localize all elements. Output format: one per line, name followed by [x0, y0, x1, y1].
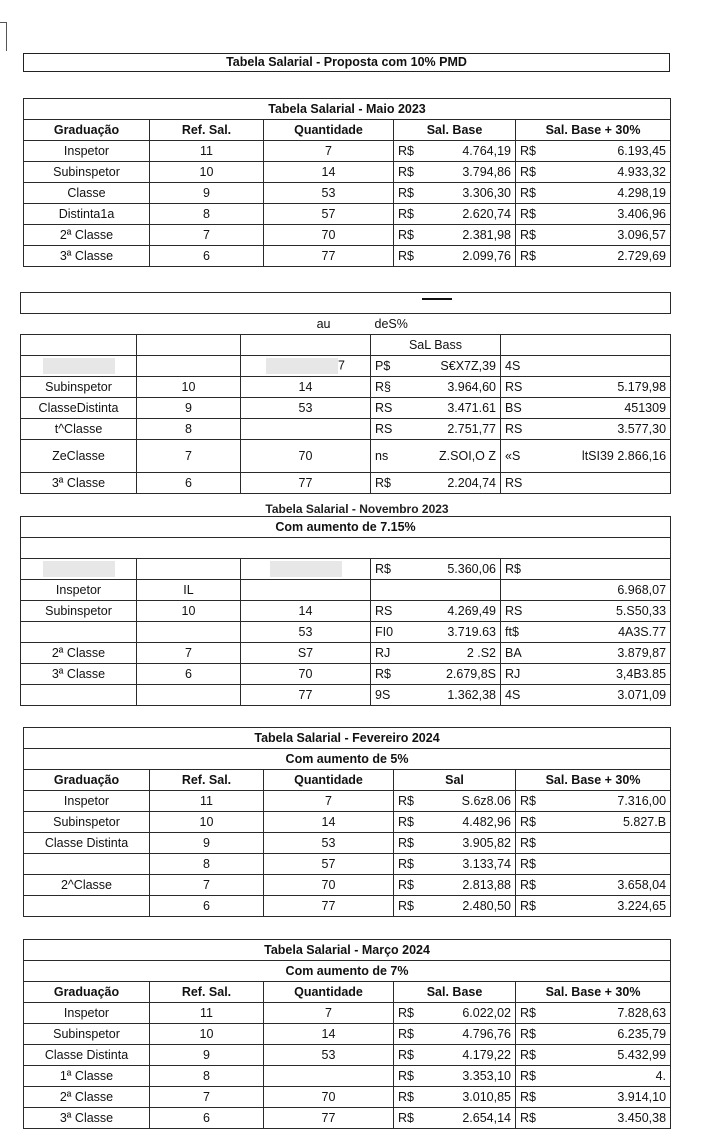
ref-sal-cell: 7 — [137, 643, 241, 664]
ref-sal-cell: 11 — [150, 791, 264, 812]
ref-sal-cell: 7 — [150, 225, 264, 246]
ref-sal-cell — [137, 356, 241, 377]
currency-cell: RJ — [371, 643, 403, 664]
ref-sal-cell: 9 — [137, 398, 241, 419]
currency-cell: R$ — [371, 559, 403, 580]
quantidade-cell: 14 — [264, 1024, 394, 1045]
quantidade-cell: 57 — [264, 204, 394, 225]
table-row — [24, 204, 671, 225]
sal-base-cell: 2.679,8S — [403, 664, 501, 685]
currency-cell: R$ — [516, 812, 546, 833]
table-subtitle: Com aumento de 7.15% — [21, 517, 671, 538]
graduacao-cell: Inspetor — [24, 1003, 150, 1024]
sal-base-cell: 2 .S2 — [403, 643, 501, 664]
column-header: SaL Bass — [371, 335, 501, 356]
graduacao-cell: Subinspetor — [24, 162, 150, 183]
sal-base-30-cell: 5.432,99 — [546, 1045, 671, 1066]
currency-cell: RS — [371, 601, 403, 622]
ref-sal-cell: IL — [137, 580, 241, 601]
sal-base-cell: Z.SOI,O Z — [403, 440, 501, 473]
salary-table-feb-2024 — [23, 727, 671, 917]
graduacao-cell: 2ª Classe — [24, 225, 150, 246]
table-row — [21, 473, 671, 494]
table-row — [21, 580, 671, 601]
salary-table-nov-2023 — [20, 516, 671, 706]
graduacao-cell: 1ª Classe — [24, 1066, 150, 1087]
column-header: Ref. Sal. — [150, 770, 264, 791]
quantidade-cell: 77 — [241, 685, 371, 706]
currency-cell: R$ — [516, 896, 546, 917]
currency-cell: R$ — [516, 1003, 546, 1024]
table-subtitle: Com aumento de 5% — [24, 749, 671, 770]
column-header: Graduação — [24, 120, 150, 141]
sal-base-cell: 3.905,82 — [426, 833, 516, 854]
currency-cell: R$ — [516, 141, 546, 162]
currency-cell: R$ — [516, 833, 546, 854]
quantidade-cell: 57 — [264, 854, 394, 875]
quantidade-cell — [241, 559, 371, 580]
currency-cell: R$ — [394, 162, 426, 183]
graduacao-cell: Inspetor — [21, 580, 137, 601]
currency-cell: R$ — [394, 1024, 426, 1045]
sal-base-cell: 1.362,38 — [403, 685, 501, 706]
quantidade-cell: 7 — [264, 791, 394, 812]
ref-sal-cell: 8 — [150, 854, 264, 875]
currency-cell: R$ — [394, 812, 426, 833]
graduacao-cell: Classe Distinta — [24, 1045, 150, 1066]
quantidade-cell: 77 — [264, 896, 394, 917]
table-row — [24, 896, 671, 917]
column-header: Quantidade — [264, 982, 394, 1003]
quantidade-cell: 7 — [264, 141, 394, 162]
quantidade-cell: 70 — [264, 1087, 394, 1108]
graduacao-cell: Subinspetor — [24, 812, 150, 833]
quantidade-cell: 70 — [264, 225, 394, 246]
column-header: Ref. Sal. — [150, 120, 264, 141]
ref-sal-cell — [137, 685, 241, 706]
table-caption: Tabela Salarial - Novembro 2023 — [265, 502, 449, 516]
sal-base-cell: 3.471.61 — [403, 398, 501, 419]
quantidade-cell: 53 — [241, 622, 371, 643]
sal-base-30-cell: 5.179,98 — [531, 377, 671, 398]
quantidade-cell: 14 — [264, 812, 394, 833]
currency-cell: R$ — [516, 225, 546, 246]
sal-base-cell: 2.099,76 — [426, 246, 516, 267]
quantidade-cell: 77 — [264, 246, 394, 267]
graduacao-cell: Inspetor — [24, 141, 150, 162]
table-row — [24, 1045, 671, 1066]
ref-sal-cell: 8 — [150, 204, 264, 225]
table-row — [21, 622, 671, 643]
salary-table-mar-2024 — [23, 939, 671, 1129]
graduacao-cell: Subinspetor — [21, 377, 137, 398]
table-row — [21, 685, 671, 706]
graduacao-cell — [21, 685, 137, 706]
sal-base-30-cell: 6.968,07 — [531, 580, 671, 601]
ref-sal-cell: 10 — [150, 1024, 264, 1045]
sal-base-30-cell: 4A3S.77 — [531, 622, 671, 643]
ref-sal-cell: 6 — [150, 896, 264, 917]
table-row — [21, 419, 671, 440]
quantidade-cell: 53 — [264, 183, 394, 204]
graduacao-cell: 3ª Classe — [24, 246, 150, 267]
currency-cell: R$ — [516, 1024, 546, 1045]
quantidade-cell — [241, 419, 371, 440]
quantidade-cell — [264, 1066, 394, 1087]
table-row — [24, 183, 671, 204]
quantidade-cell: 77 — [264, 1108, 394, 1129]
sal-base-30-cell: 3.450,38 — [546, 1108, 671, 1129]
ref-sal-cell: 7 — [150, 875, 264, 896]
column-header: Sal. Base + 30% — [516, 982, 671, 1003]
currency-cell: BA — [501, 643, 531, 664]
currency-cell — [501, 580, 531, 601]
sal-base-30-cell — [531, 473, 671, 494]
table-subtitle: Com aumento de 7% — [24, 961, 671, 982]
currency-cell: RS — [371, 419, 403, 440]
graduacao-cell: Distinta1a — [24, 204, 150, 225]
sal-base-cell: 3.306,30 — [426, 183, 516, 204]
sal-base-30-cell: 5.S50,33 — [531, 601, 671, 622]
column-header: Sal. Base + 30% — [516, 120, 671, 141]
sal-base-30-cell: 3.658,04 — [546, 875, 671, 896]
table-title: Tabela Salarial - Março 2024 — [24, 940, 671, 961]
quantidade-cell: 14 — [264, 162, 394, 183]
ref-sal-cell: 8 — [137, 419, 241, 440]
currency-cell: R$ — [516, 1087, 546, 1108]
currency-cell: R$ — [516, 246, 546, 267]
currency-cell: RS — [501, 419, 531, 440]
sal-base-cell: 3.010,85 — [426, 1087, 516, 1108]
sal-base-cell: 4.482,96 — [426, 812, 516, 833]
redacted-block — [43, 358, 115, 374]
currency-cell: RJ — [501, 664, 531, 685]
table-row — [24, 1087, 671, 1108]
ref-sal-cell: 10 — [150, 162, 264, 183]
column-header: Sal. Base — [394, 982, 516, 1003]
table-row — [24, 812, 671, 833]
graduacao-cell — [21, 356, 137, 377]
quantidade-cell: S7 — [241, 643, 371, 664]
main-title: Tabela Salarial - Proposta com 10% PMD — [23, 53, 670, 72]
currency-cell: ns — [371, 440, 403, 473]
currency-cell: 4S — [501, 356, 531, 377]
table-row — [24, 246, 671, 267]
sal-base-30-cell — [546, 854, 671, 875]
currency-cell: R§ — [371, 377, 403, 398]
currency-cell: R$ — [394, 246, 426, 267]
sal-base-cell: 2.654,14 — [426, 1108, 516, 1129]
sal-base-30-cell — [531, 356, 671, 377]
currency-cell: «S — [501, 440, 531, 473]
currency-cell: R$ — [516, 162, 546, 183]
sal-base-30-cell: 451309 — [531, 398, 671, 419]
quantidade-cell: 53 — [264, 1045, 394, 1066]
graduacao-cell — [24, 896, 150, 917]
graduacao-cell: ZeClasse — [21, 440, 137, 473]
sal-base-cell: 3.353,10 — [426, 1066, 516, 1087]
table-row — [21, 601, 671, 622]
currency-cell: R$ — [516, 854, 546, 875]
sal-base-30-cell: ltSI39 2.866,16 — [531, 440, 671, 473]
blank-header-row — [21, 538, 671, 559]
currency-cell: R$ — [394, 141, 426, 162]
table-row — [21, 559, 671, 580]
currency-cell: R$ — [394, 225, 426, 246]
ref-sal-cell: 6 — [137, 664, 241, 685]
sal-base-30-cell: 7.316,00 — [546, 791, 671, 812]
column-header: Sal — [394, 770, 516, 791]
currency-cell: R$ — [394, 1066, 426, 1087]
sal-base-30-cell: 7.828,63 — [546, 1003, 671, 1024]
ref-sal-cell: 6 — [150, 246, 264, 267]
quantidade-cell: 70 — [264, 875, 394, 896]
ref-sal-cell — [137, 622, 241, 643]
table-row — [21, 377, 671, 398]
table-row — [24, 1066, 671, 1087]
sal-base-cell: 3.794,86 — [426, 162, 516, 183]
graduacao-cell — [21, 622, 137, 643]
sal-base-30-cell: 6.235,79 — [546, 1024, 671, 1045]
header-fragment: deS% — [374, 317, 408, 331]
quantidade-cell — [241, 580, 371, 601]
table-row — [24, 1024, 671, 1045]
sal-base-30-cell: 3.406,96 — [546, 204, 671, 225]
currency-cell: R$ — [394, 1087, 426, 1108]
redacted-block — [43, 561, 115, 577]
currency-cell: FI0 — [371, 622, 403, 643]
sal-base-cell: 3.964,60 — [403, 377, 501, 398]
ref-sal-cell: 6 — [137, 473, 241, 494]
graduacao-cell: Subinspetor — [24, 1024, 150, 1045]
column-header: Ref. Sal. — [150, 982, 264, 1003]
graduacao-cell: 2^Classe — [24, 875, 150, 896]
graduacao-cell: Inspetor — [24, 791, 150, 812]
table-row — [21, 398, 671, 419]
currency-cell — [371, 580, 403, 601]
table-row — [24, 1108, 671, 1129]
currency-cell: R$ — [394, 875, 426, 896]
currency-cell: R$ — [394, 833, 426, 854]
currency-cell: R$ — [394, 1045, 426, 1066]
ref-sal-cell — [137, 559, 241, 580]
sal-base-cell: 4.764,19 — [426, 141, 516, 162]
table-row — [24, 854, 671, 875]
sal-base-cell: S.6z8.06 — [426, 791, 516, 812]
sal-base-30-cell — [546, 833, 671, 854]
currency-cell: R$ — [394, 791, 426, 812]
sal-base-30-cell: 4.298,19 — [546, 183, 671, 204]
table-row — [21, 356, 671, 377]
sal-base-30-cell: 6.193,45 — [546, 141, 671, 162]
quantidade-cell: 7 — [241, 356, 371, 377]
currency-cell: R$ — [516, 1045, 546, 1066]
sal-base-cell: 2.381,98 — [426, 225, 516, 246]
currency-cell: 4S — [501, 685, 531, 706]
column-header: Graduação — [24, 770, 150, 791]
ref-sal-cell: 9 — [150, 1045, 264, 1066]
sal-base-cell: 3.133,74 — [426, 854, 516, 875]
ref-sal-cell: 10 — [137, 601, 241, 622]
sal-base-cell: 6.022,02 — [426, 1003, 516, 1024]
table-row — [21, 664, 671, 685]
quantidade-cell: 14 — [241, 601, 371, 622]
table-row — [24, 875, 671, 896]
currency-cell: R$ — [501, 559, 531, 580]
quantidade-cell: 70 — [241, 440, 371, 473]
sal-base-30-cell: 3.224,65 — [546, 896, 671, 917]
graduacao-cell: t^Classe — [21, 419, 137, 440]
sal-base-30-cell: 3.096,57 — [546, 225, 671, 246]
graduacao-cell — [24, 854, 150, 875]
sal-base-30-cell — [531, 559, 671, 580]
graduacao-cell: Subinspetor — [21, 601, 137, 622]
sal-base-30-cell: 4. — [546, 1066, 671, 1087]
sal-base-30-cell: 3.577,30 — [531, 419, 671, 440]
table-row — [21, 440, 671, 473]
currency-cell: R$ — [516, 1108, 546, 1129]
sal-base-cell — [403, 580, 501, 601]
graduacao-cell: Classe Distinta — [24, 833, 150, 854]
table-row — [24, 833, 671, 854]
graduacao-cell: 3ª Classe — [21, 664, 137, 685]
header-fragment: au — [316, 317, 331, 331]
column-header: Sal. Base — [394, 120, 516, 141]
sal-base-30-cell: 5.827.B — [546, 812, 671, 833]
column-header: Sal. Base + 30% — [516, 770, 671, 791]
sal-base-cell: 5.360,06 — [403, 559, 501, 580]
table-row — [24, 141, 671, 162]
currency-cell: RS — [501, 473, 531, 494]
ref-sal-cell: 6 — [150, 1108, 264, 1129]
redacted-block — [270, 561, 342, 577]
ref-sal-cell: 9 — [150, 183, 264, 204]
graduacao-cell: ClasseDistinta — [21, 398, 137, 419]
sal-base-30-cell: 3,4B3.85 — [531, 664, 671, 685]
graduacao-cell: Classe — [24, 183, 150, 204]
currency-cell: R$ — [516, 204, 546, 225]
table-row — [24, 791, 671, 812]
sal-base-30-cell: 3.071,09 — [531, 685, 671, 706]
graduacao-cell: 2ª Classe — [24, 1087, 150, 1108]
currency-cell: R$ — [516, 791, 546, 812]
graduacao-cell — [21, 559, 137, 580]
redacted-block — [266, 358, 338, 374]
currency-cell: R$ — [516, 875, 546, 896]
ref-sal-cell: 11 — [150, 141, 264, 162]
currency-cell: R$ — [516, 183, 546, 204]
currency-cell: R$ — [516, 1066, 546, 1087]
sal-base-30-cell: 3.879,87 — [531, 643, 671, 664]
table-title: Tabela Salarial - Fevereiro 2024 — [24, 728, 671, 749]
currency-cell: R$ — [394, 204, 426, 225]
quantidade-cell: 53 — [241, 398, 371, 419]
currency-cell: P$ — [371, 356, 403, 377]
sal-base-cell: 3.719.63 — [403, 622, 501, 643]
currency-cell: R$ — [394, 183, 426, 204]
sal-base-30-cell: 3.914,10 — [546, 1087, 671, 1108]
sal-base-cell: 2.813,88 — [426, 875, 516, 896]
currency-cell: RS — [501, 601, 531, 622]
sal-base-cell: 4.796,76 — [426, 1024, 516, 1045]
sal-base-cell: 4.179,22 — [426, 1045, 516, 1066]
currency-cell: R$ — [394, 1108, 426, 1129]
sal-base-cell: 2.620,74 — [426, 204, 516, 225]
ref-sal-cell: 10 — [137, 377, 241, 398]
blank-title-row — [21, 293, 671, 314]
currency-cell: R$ — [394, 1003, 426, 1024]
sal-base-cell: 2.204,74 — [403, 473, 501, 494]
quantidade-cell: 77 — [241, 473, 371, 494]
currency-cell: R$ — [371, 473, 403, 494]
salary-table-may-2023 — [23, 98, 671, 267]
currency-cell: BS — [501, 398, 531, 419]
quantidade-cell: 14 — [241, 377, 371, 398]
currency-cell: ft$ — [501, 622, 531, 643]
currency-cell: RS — [501, 377, 531, 398]
sal-base-cell: 4.269,49 — [403, 601, 501, 622]
currency-cell: R$ — [394, 896, 426, 917]
table-row — [24, 225, 671, 246]
quantidade-cell: 7 — [264, 1003, 394, 1024]
table-title: Tabela Salarial - Maio 2023 — [24, 99, 671, 120]
ref-sal-cell: 10 — [150, 812, 264, 833]
column-header: Quantidade — [264, 120, 394, 141]
ref-sal-cell: 9 — [150, 833, 264, 854]
salary-table-garbled — [20, 292, 671, 494]
quantidade-cell: 53 — [264, 833, 394, 854]
ref-sal-cell: 8 — [150, 1066, 264, 1087]
sal-base-30-cell: 2.729,69 — [546, 246, 671, 267]
ref-sal-cell: 7 — [150, 1087, 264, 1108]
table-row — [21, 643, 671, 664]
sal-base-30-cell: 4.933,32 — [546, 162, 671, 183]
table-row — [24, 1003, 671, 1024]
column-header: Graduação — [24, 982, 150, 1003]
ref-sal-cell: 7 — [137, 440, 241, 473]
page-corner-mark — [0, 22, 7, 51]
sal-base-cell: S€X7Z,39 — [403, 356, 501, 377]
graduacao-cell: 2ª Classe — [21, 643, 137, 664]
sal-base-cell: 2.751,77 — [403, 419, 501, 440]
currency-cell: R$ — [394, 854, 426, 875]
table-row — [24, 162, 671, 183]
graduacao-cell: 3ª Classe — [24, 1108, 150, 1129]
graduacao-cell: 3ª Classe — [21, 473, 137, 494]
currency-cell: RS — [371, 398, 403, 419]
currency-cell: 9S — [371, 685, 403, 706]
sal-base-cell: 2.480,50 — [426, 896, 516, 917]
quantidade-cell: 70 — [241, 664, 371, 685]
currency-cell: R$ — [371, 664, 403, 685]
ref-sal-cell: 11 — [150, 1003, 264, 1024]
column-header: Quantidade — [264, 770, 394, 791]
